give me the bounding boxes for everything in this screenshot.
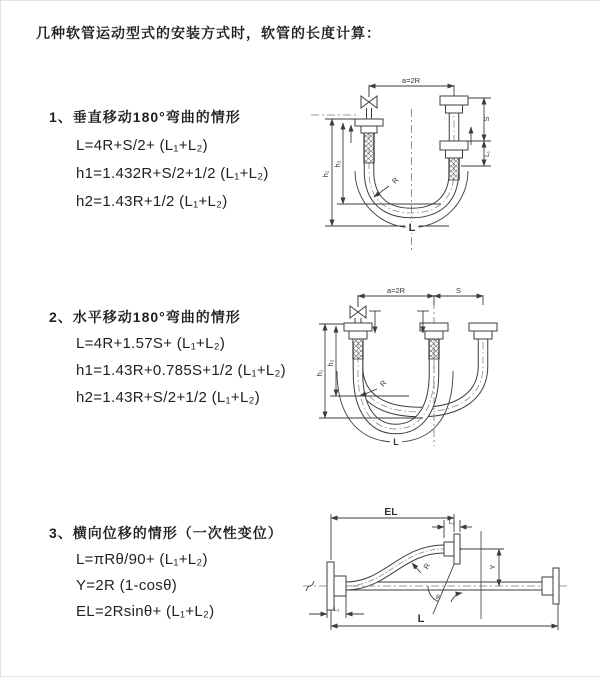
section3-heading: 3、横向位移的情形（一次性变位）	[49, 525, 283, 541]
dim-label-l1: L₁	[333, 606, 340, 613]
dimension-lines	[319, 295, 483, 442]
section1-formula-L: L=4R+S/2+ (L₁+L₂)	[76, 137, 208, 154]
left-flange	[344, 323, 372, 339]
diagram-lateral-displacement	[301, 506, 600, 676]
section2-formula-h1: h1=1.43R+0.785S+1/2 (L₁+L₂)	[76, 362, 286, 379]
hose-moved-position	[358, 333, 483, 412]
section3-formula-EL: EL=2Rsinθ+ (L₁+L₂)	[76, 603, 215, 620]
section2-formula-L: L=4R+1.57S+ (L₁+L₂)	[76, 335, 226, 352]
length-label: L	[408, 222, 416, 234]
right-flange	[469, 323, 497, 339]
left-flange	[355, 119, 383, 133]
radius-label: R	[421, 561, 433, 571]
section3-formula-Y: Y=2R (1-cosθ)	[76, 577, 178, 594]
section2-heading: 2、水平移动180°弯曲的情形	[49, 309, 241, 325]
dim-label-h1: h₁	[315, 369, 324, 377]
section3-formula-L: L=πRθ/90+ (L₁+L₂)	[76, 551, 208, 568]
dim-label-h2: h₂	[333, 160, 342, 168]
middle-flange	[420, 323, 448, 339]
right-braided-hose-section	[449, 158, 460, 180]
angle-label: θ	[436, 594, 440, 601]
section2-formula-h2: h2=1.43R+S/2+1/2 (L₁+L₂)	[76, 389, 261, 406]
right-flange-upper	[440, 96, 468, 113]
left-braided-hose-section	[364, 133, 375, 163]
dim-label-l2: L₂	[448, 519, 456, 526]
dim-label-h2: h₂	[326, 359, 335, 367]
dim-label-s: S	[482, 116, 491, 122]
length-label: L	[417, 613, 425, 625]
dimension-lines	[325, 85, 491, 228]
section1-formula-h2: h2=1.43R+1/2 (L₁+L₂)	[76, 193, 228, 210]
page-title: 几种软管运动型式的安装方式时，软管的长度计算：	[36, 25, 381, 41]
dim-label-span: a=2R	[386, 286, 406, 295]
theta-arrow-arc	[451, 593, 462, 602]
dim-label-s: S	[455, 286, 462, 295]
section1-formula-h1: h1=1.432R+S/2+1/2 (L₁+L₂)	[76, 165, 269, 182]
left-flange	[327, 562, 346, 610]
dim-label-l1: L₁	[484, 151, 491, 157]
right-flange	[542, 568, 559, 604]
section1-heading: 1、垂直移动180°弯曲的情形	[49, 109, 241, 125]
dim-label-el: EL	[384, 506, 398, 518]
diagram-vertical-180-bend	[311, 71, 591, 261]
top-right-flange	[444, 534, 460, 564]
dim-label-y: Y	[488, 564, 497, 570]
middle-braided-hose-section	[429, 339, 439, 359]
radius-label: R	[390, 175, 401, 186]
valve-icon	[361, 85, 377, 119]
right-flange-lower	[440, 141, 468, 158]
radius-label: R	[378, 378, 389, 389]
length-label: L	[393, 437, 399, 447]
dim-label-h1: h₁	[321, 170, 330, 178]
radius-leader	[412, 563, 421, 573]
diagram-horizontal-180-bend	[311, 281, 600, 461]
dim-label-span: a=2R	[401, 76, 421, 85]
left-braided-hose-section	[353, 339, 363, 359]
